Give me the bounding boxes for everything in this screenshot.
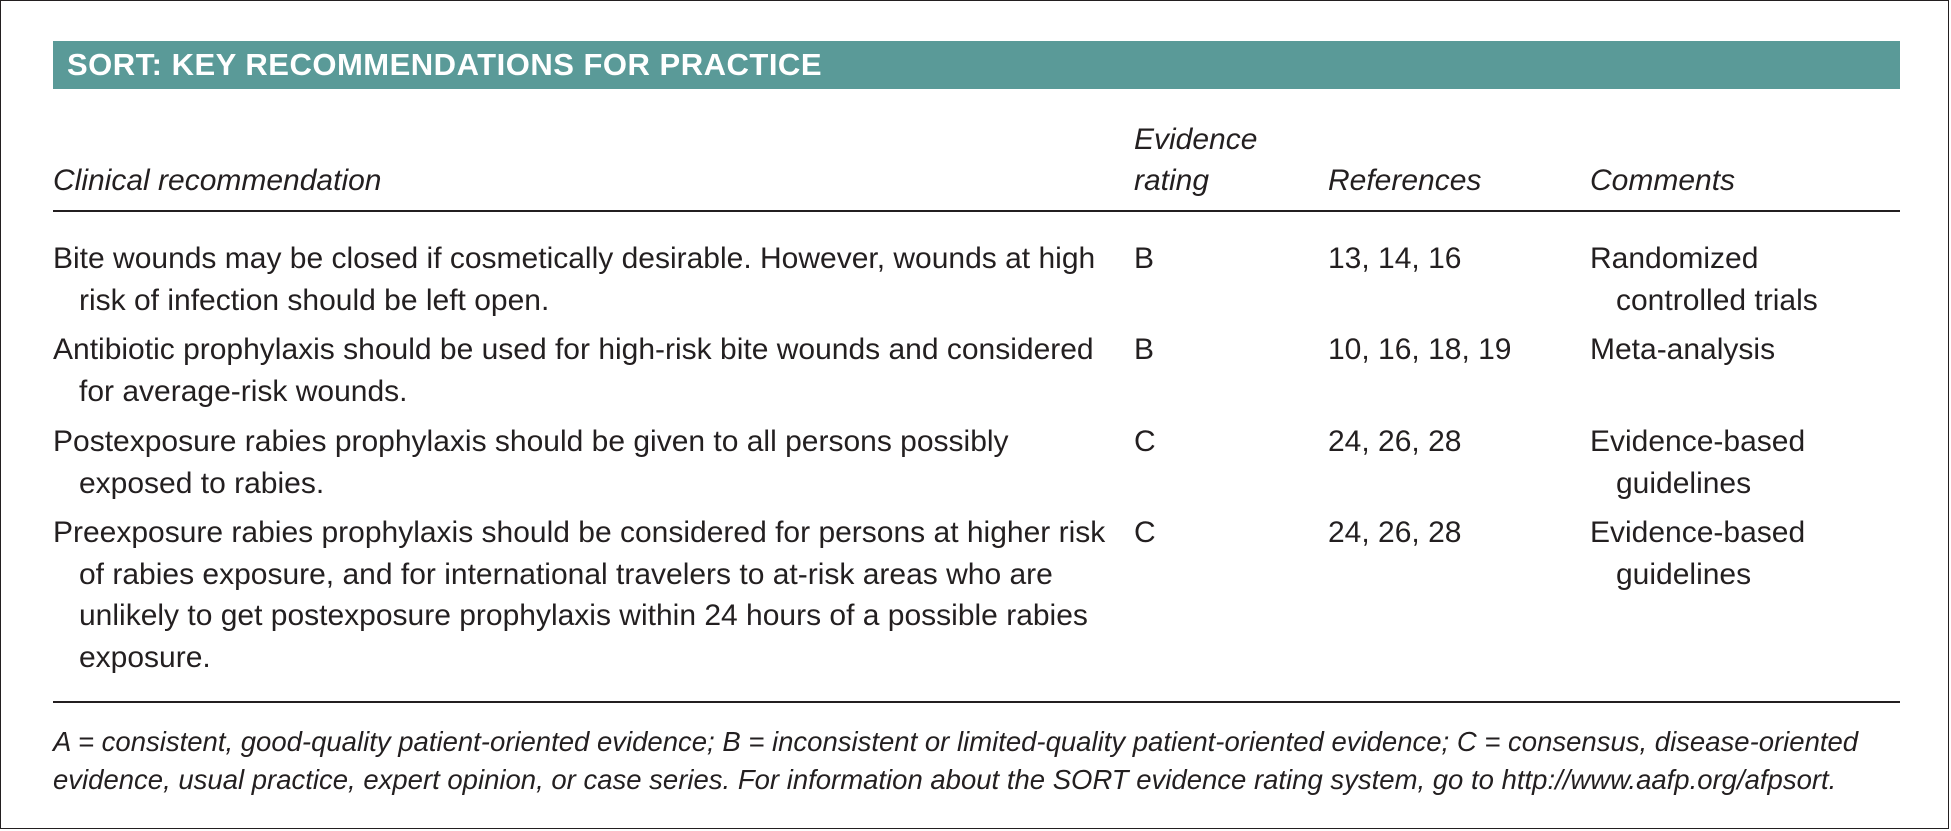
row-2-comments: Meta-analysis — [1590, 333, 1776, 366]
footnote-line-1: A = consistent, good-quality patient-oriented evidence; B = inconsistent or limited-quality patient-oriented evidence; C = consensus, disease-oriented — [53, 726, 1859, 757]
row-4-recommendation: Preexposure rabies prophylaxis should be considered for persons at higher risk of rabies exposure, and for international travelers to at-risk areas who are unlikely to get postexposure prophylaxis within 24 hours of a possible rabies exposure. — [53, 516, 1106, 674]
table-bottom-divider — [53, 701, 1900, 703]
row-1-recommendation: Bite wounds may be closed if cosmetically desirable. However, wounds at high risk of infection should be left open. — [53, 242, 1096, 317]
row-3-recommendation: Postexposure rabies prophylaxis should be given to all persons possibly exposed to rabies. — [53, 425, 1009, 500]
evidence-legend-footnote — [53, 723, 1903, 799]
row-1-rating: B — [1134, 242, 1155, 275]
row-3-comments: Evidence-based guidelines — [1590, 425, 1806, 500]
header-evidence-rating-line1: Evidence — [1134, 123, 1258, 156]
sort-banner — [53, 41, 1900, 89]
row-3-rating: C — [1134, 425, 1156, 458]
row-4-rating: C — [1134, 516, 1156, 549]
header-references: References — [1328, 164, 1482, 197]
header-evidence-rating-line2: rating — [1134, 164, 1210, 197]
banner-title: SORT: KEY RECOMMENDATIONS FOR PRACTICE — [67, 47, 822, 82]
header-comments: Comments — [1590, 164, 1736, 197]
footnote-line-2: evidence, usual practice, expert opinion, or case series. For information about the SORT evidence rating system, go to http://www.aafp.org/afpsort. — [53, 764, 1837, 795]
header-divider — [53, 210, 1900, 212]
row-1-comments: Randomized controlled trials — [1590, 242, 1818, 317]
row-1-references: 13, 14, 16 — [1328, 242, 1462, 275]
header-clinical-recommendation: Clinical recommendation — [53, 164, 382, 197]
row-2-rating: B — [1134, 333, 1155, 366]
row-2-recommendation: Antibiotic prophylaxis should be used for high-risk bite wounds and considered for average-risk wounds. — [53, 333, 1094, 408]
row-3-references: 24, 26, 28 — [1328, 425, 1462, 458]
row-2-references: 10, 16, 18, 19 — [1328, 333, 1512, 366]
row-4-comments: Evidence-based guidelines — [1590, 516, 1806, 591]
row-4-references: 24, 26, 28 — [1328, 516, 1462, 549]
